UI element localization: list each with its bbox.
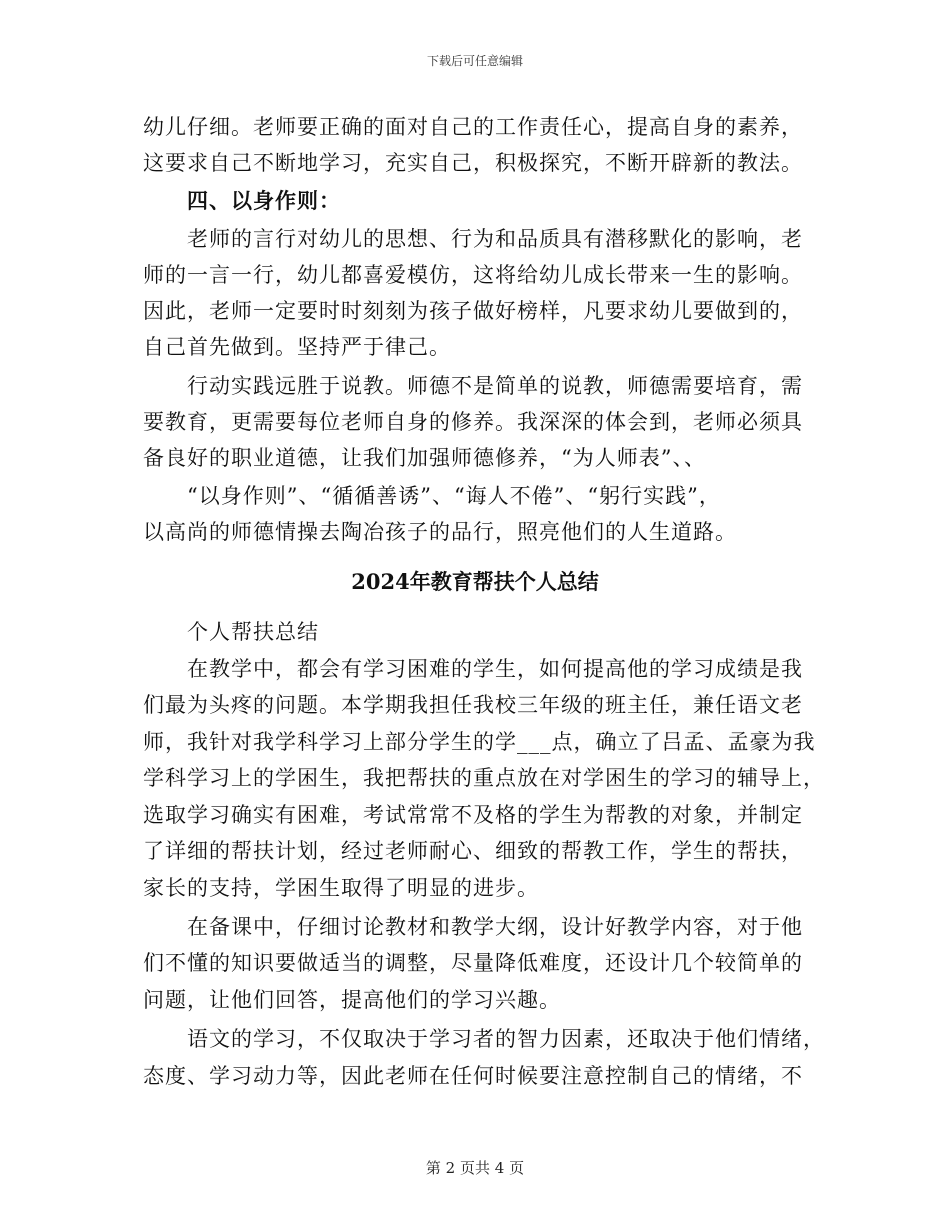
- text-line: 要教育，更需要每位老师自身的修养。我深深的体会到，老师必须具: [143, 410, 803, 434]
- text-line: 以高尚的师德情操去陶冶孩子的品行，照亮他们的人生道路。: [143, 520, 737, 544]
- text-line: 在备课中，仔细讨论教材和教学大纲，设计好教学内容，对于他: [187, 915, 803, 939]
- text-line: 学科学习上的学困生，我把帮扶的重点放在对学困生的学习的辅导上，: [143, 766, 825, 790]
- page-footer: 第 2 页共 4 页: [425, 1159, 525, 1177]
- text-line: 师，我针对我学科学习上部分学生的学___点，确立了吕孟、孟豪为我: [143, 730, 816, 754]
- text-line: 备良好的职业道德，让我们加强师德修养，“为人师表”、、: [143, 446, 706, 470]
- text-line: 老师的言行对幼儿的思想、行为和品质具有潜移默化的影响，老: [187, 227, 803, 251]
- text-line: 师的一言一行，幼儿都喜爱模仿，这将给幼儿成长带来一生的影响。: [143, 263, 803, 287]
- page-header: 下载后可任意编辑: [426, 54, 523, 68]
- text-line: 幼儿仔细。老师要正确的面对自己的工作责任心，提高自身的素养，: [143, 115, 803, 139]
- text-line: 因此，老师一定要时时刻刻为孩子做好榜样，凡要求幼儿要做到的，: [143, 299, 803, 323]
- text-line: 行动实践远胜于说教。师德不是简单的说教，师德需要培育，需: [187, 374, 803, 398]
- text-line: 语文的学习，不仅取决于学习者的智力因素，还取决于他们情绪，: [187, 1027, 825, 1051]
- text-line: 们不懂的知识要做适当的调整，尽量降低难度，还设计几个较简单的: [143, 951, 803, 975]
- subtitle: 个人帮扶总结: [187, 620, 319, 644]
- text-line: 在教学中，都会有学习困难的学生，如何提高他的学习成绩是我: [187, 657, 803, 681]
- text-line: 态度、学习动力等，因此老师在任何时候要注意控制自己的情绪，不: [143, 1064, 803, 1088]
- document-title: 2024年教育帮扶个人总结: [351, 569, 599, 594]
- text-line: 家长的支持，学困生取得了明显的进步。: [143, 876, 539, 900]
- section-heading: 四、以身作则：: [187, 188, 341, 213]
- text-line: 问题，让他们回答，提高他们的学习兴趣。: [143, 988, 561, 1012]
- text-line: “以身作则”、“循循善诱”、“诲人不倦”、“躬行实践”，: [187, 484, 721, 508]
- text-line: 选取学习确实有困难，考试常常不及格的学生为帮教的对象，并制定: [143, 803, 803, 827]
- text-line: 这要求自己不断地学习，充实自己，积极探究，不断开辟新的教法。: [143, 151, 803, 175]
- text-line: 们最为头疼的问题。本学期我担任我校三年级的班主任，兼任语文老: [143, 693, 803, 717]
- text-line: 了详细的帮扶计划，经过老师耐心、细致的帮教工作，学生的帮扶，: [143, 839, 803, 863]
- text-line: 自己首先做到。坚持严于律己。: [143, 335, 451, 359]
